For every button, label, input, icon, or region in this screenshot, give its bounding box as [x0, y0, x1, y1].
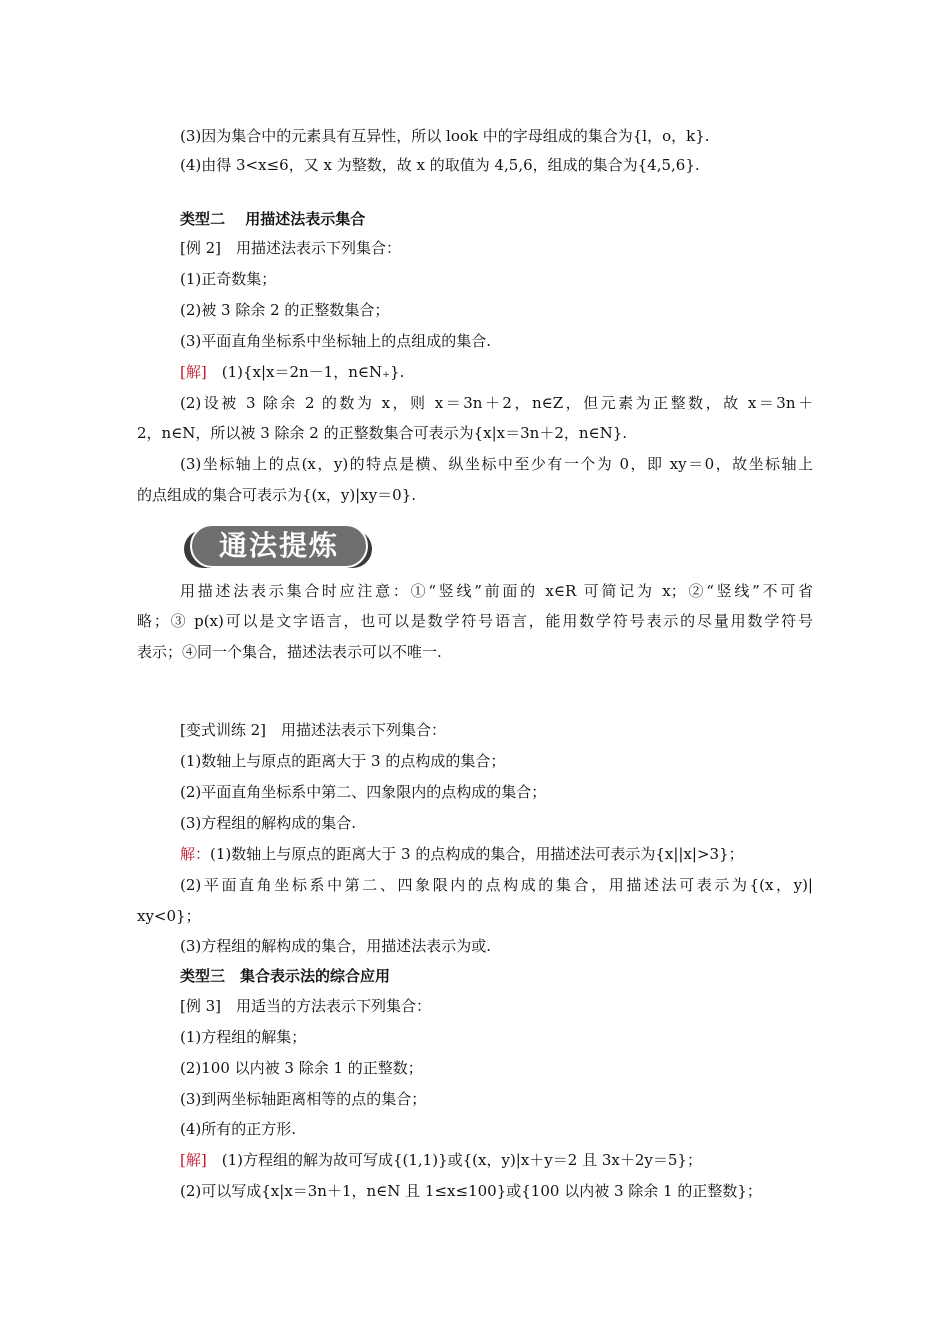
variant-2-item-1: (1)数轴上与原点的距离大于 3 的点构成的集合； — [180, 752, 506, 770]
solution-2-line-1 — [180, 361, 404, 383]
solution-2-text-1: (1){x|x＝2n－1，n∈N₊}. — [206, 363, 405, 381]
note-line-1: 用描述法表示集合时应注意：①“竖线”前面的 x∈R 可简记为 x；②“竖线”不可省 — [180, 582, 813, 600]
solution-2-line-2b: 2，n∈N，所以被 3 除余 2 的正整数集合可表示为{x|x＝3n＋2，n∈N}. — [137, 424, 628, 442]
solution-3-text-1: (1)方程组的解为故可写成{(1,1)}或{(x，y)|x＋y＝2 且 3x＋2y＝5}； — [206, 1151, 702, 1169]
example-3-item-1: (1)方程组的解集； — [180, 1028, 307, 1046]
solution-3-tag: [解] — [180, 1151, 207, 1169]
banner-label: 通法提炼 — [190, 524, 368, 568]
variant-2-item-3: (3)方程组的解构成的集合. — [180, 814, 357, 832]
solution-tag: [解] — [180, 363, 207, 381]
variant-solution-tag: 解： — [180, 845, 211, 863]
line-3: (3)因为集合中的元素具有互异性，所以 look 中的字母组成的集合为{l，o，k}. — [180, 127, 710, 145]
variant-2-title: [变式训练 2] 用描述法表示下列集合： — [180, 721, 447, 739]
section-heading-type3: 类型三 集合表示法的综合应用 — [180, 967, 391, 985]
variant-solution-line-1 — [180, 843, 744, 865]
line-4: (4)由得 3<x≤6，又 x 为整数，故 x 的取值为 4,5,6，组成的集合为{4,5,6}. — [180, 156, 700, 174]
section-heading-type2: 类型二 用描述法表示集合 — [180, 210, 366, 228]
example-3-item-2: (2)100 以内被 3 除余 1 的正整数； — [180, 1059, 423, 1077]
solution-2-line-3a: (3)坐标轴上的点(x，y)的特点是横、纵坐标中至少有一个为 0，即 xy＝0，故坐标轴上 — [180, 455, 813, 473]
variant-solution-line-3: (3)方程组的解构成的集合，用描述法表示为或. — [180, 937, 492, 955]
solution-3-line-2: (2)可以写成{x|x＝3n＋1，n∈N 且 1≤x≤100}或{100 以内被 3 除余 1 的正整数}； — [180, 1182, 762, 1200]
variant-solution-line-2b: xy<0}； — [137, 907, 201, 925]
solution-2-line-3b: 的点组成的集合可表示为{(x，y)|xy＝0}. — [137, 486, 417, 504]
variant-solution-line-2a: (2)平面直角坐标系中第二、四象限内的点构成的集合，用描述法可表示为{(x，y)| — [180, 876, 813, 894]
example-3-item-3: (3)到两坐标轴距离相等的点的集合； — [180, 1090, 427, 1108]
variant-2-item-2: (2)平面直角坐标系中第二、四象限内的点构成的集合； — [180, 783, 547, 801]
example-2-item-3: (3)平面直角坐标系中坐标轴上的点组成的集合. — [180, 332, 492, 350]
example-2-title: [例 2] 用描述法表示下列集合： — [180, 239, 402, 257]
solution-3-line-1 — [180, 1149, 702, 1171]
solution-2-line-2a: (2)设被 3 除余 2 的数为 x，则 x＝3n＋2，n∈Z，但元素为正整数，故 x＝3n＋ — [180, 394, 813, 412]
example-3-title: [例 3] 用适当的方法表示下列集合： — [180, 997, 432, 1015]
example-2-item-2: (2)被 3 除余 2 的正整数集合； — [180, 301, 390, 319]
note-line-2: 略；③ p(x)可以是文字语言，也可以是数学符号语言，能用数学符号表示的尽量用数学符号 — [137, 612, 813, 630]
note-line-3: 表示；④同一个集合，描述法表示可以不唯一. — [137, 643, 442, 661]
method-summary-banner — [184, 524, 374, 570]
variant-solution-text-1: (1)数轴上与原点的距离大于 3 的点构成的集合，用描述法可表示为{x||x|>3}； — [210, 845, 744, 863]
example-2-item-1: (1)正奇数集； — [180, 270, 277, 288]
example-3-item-4: (4)所有的正方形. — [180, 1120, 297, 1138]
